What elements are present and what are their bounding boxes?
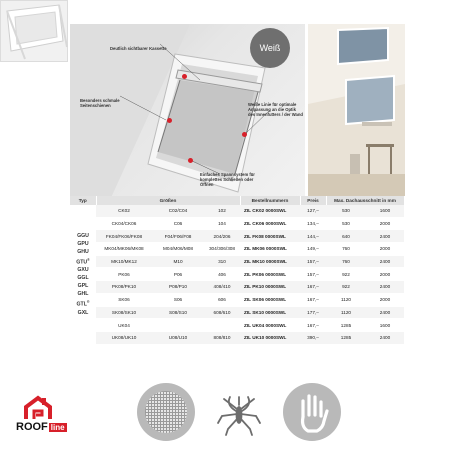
cell-price: 144,– [300, 230, 326, 243]
cell-max-height: 2400 [366, 306, 404, 319]
cell-max-width: 922 [326, 281, 366, 294]
product-thumbnail[interactable] [0, 0, 68, 62]
table-row [70, 217, 404, 230]
cell-order-number: ZIL SK06 0000SWL [240, 293, 300, 306]
cell-size-vk: CK04/CK06 [96, 217, 152, 230]
header-groessen: Größen [96, 196, 240, 205]
cell-max-width: 1285 [326, 319, 366, 332]
header-dachausschnitt: Max. Dachausschnitt in mm [326, 196, 404, 205]
table-row [70, 306, 404, 319]
cell-max-height: 2400 [366, 230, 404, 243]
cell-size-old [152, 319, 204, 332]
cell-max-height: 2000 [366, 243, 404, 256]
cell-size-nr: 310 [204, 255, 240, 268]
cell-size-nr [204, 319, 240, 332]
mosquito-icon [210, 383, 268, 441]
cell-size-nr: 606 [204, 293, 240, 306]
interior-illustration [308, 24, 405, 200]
cell-size-nr: 406 [204, 268, 240, 281]
cell-max-height: 1600 [366, 205, 404, 217]
cell-size-old: P08/P10 [152, 281, 204, 294]
callout-marker [167, 118, 172, 123]
callout-marker [182, 74, 187, 79]
cell-price: 177,– [300, 306, 326, 319]
table-row [70, 319, 404, 332]
table-row [70, 331, 404, 344]
registered-mark: ® [86, 300, 90, 305]
table-row [70, 243, 404, 256]
product-photo [70, 24, 305, 200]
callout-tension-system: Einfaches Spannsystem für komplettes Schließen oder Öffnen [200, 172, 255, 187]
cell-size-old: F04/F06/F08 [152, 230, 204, 243]
cell-order-number: ZIL CK02 0000SWL [240, 205, 300, 217]
callout-marker [188, 158, 193, 163]
cell-max-height: 2400 [366, 255, 404, 268]
cell-max-width: 760 [326, 243, 366, 256]
cell-size-vk: SK06 [96, 293, 152, 306]
cell-order-number: ZIL PK10 0000SWL [240, 281, 300, 294]
cell-size-old: S06 [152, 293, 204, 306]
logo-text-line: line [50, 423, 65, 432]
interior-photo [308, 24, 405, 200]
cell-price: 157,– [300, 268, 326, 281]
cell-max-width: 1120 [326, 293, 366, 306]
cell-max-height: 2000 [366, 293, 404, 306]
cell-max-width: 760 [326, 255, 366, 268]
cell-max-width: 640 [326, 230, 366, 243]
cell-price: 167,– [300, 281, 326, 294]
cell-size-old: M04/M06/M08 [152, 243, 204, 256]
cell-size-old: P06 [152, 268, 204, 281]
table-row [70, 255, 404, 268]
cell-order-number: ZIL MK10 0000SWL [240, 255, 300, 268]
cell-order-number: ZIL FK08 0000SWL [240, 230, 300, 243]
cell-size-nr: 204/206 [204, 230, 240, 243]
callout-white-line: Weiße Linie für optimale Anpassung an die Optik des Innenfutters / der Wand [248, 102, 303, 117]
cell-order-number: ZIL MK06 0000SWL [240, 243, 300, 256]
cell-max-width: 1120 [326, 306, 366, 319]
cell-max-width: 922 [326, 268, 366, 281]
type-label: GHU [77, 248, 89, 255]
cell-max-height: 1600 [366, 319, 404, 332]
cell-size-nr: 408/410 [204, 281, 240, 294]
hand-icon [283, 383, 341, 441]
cell-price: 167,– [300, 293, 326, 306]
cell-price: 167,– [300, 319, 326, 332]
cell-order-number: ZIL UK10 0000SWL [240, 331, 300, 344]
cell-max-height: 2400 [366, 281, 404, 294]
cell-size-vk: MK10/MK12 [96, 255, 152, 268]
cell-size-old: C06 [152, 217, 204, 230]
cell-order-number: ZIL UK04 0000SWL [240, 319, 300, 332]
table-row [70, 281, 404, 294]
type-label: GTL® [76, 300, 90, 309]
cell-price: 149,– [300, 243, 326, 256]
cell-price: 157,– [300, 255, 326, 268]
cell-size-old: M10 [152, 255, 204, 268]
color-badge: Weiß [250, 28, 290, 68]
cell-size-vk: UK04 [96, 319, 152, 332]
cell-size-vk: UK08/UK10 [96, 331, 152, 344]
callout-side-rails: Besonders schmale Seitenschienen [80, 98, 120, 108]
cell-size-old: C02/C04 [152, 205, 204, 217]
cell-size-old: S08/S10 [152, 306, 204, 319]
type-label: GHL [77, 291, 89, 298]
cell-size-old: U08/U10 [152, 331, 204, 344]
cell-max-width: 1285 [326, 331, 366, 344]
table-row [70, 230, 404, 243]
cell-price: 390,– [300, 331, 326, 344]
table-row [70, 293, 404, 306]
table-row [70, 268, 404, 281]
product-table [70, 196, 404, 345]
cell-price: 134,– [300, 217, 326, 230]
cell-order-number: ZIL PK06 0000SWL [240, 268, 300, 281]
roofline-logo [16, 395, 66, 441]
cell-size-nr: 808/810 [204, 331, 240, 344]
callout-cassette: Deutlich sichtbarer Kassette [110, 46, 167, 51]
cell-max-height: 2000 [366, 217, 404, 230]
cell-price: 127,– [300, 205, 326, 217]
cell-order-number: ZIL CK06 0000SWL [240, 217, 300, 230]
header-preis: Preis [300, 196, 326, 205]
cell-size-vk: SK08/SK10 [96, 306, 152, 319]
size-price-table [70, 196, 405, 345]
callout-marker [242, 132, 247, 137]
cell-max-height: 2400 [366, 331, 404, 344]
header-bestellnummern: Bestellnummern [240, 196, 300, 205]
cell-max-width: 530 [326, 217, 366, 230]
cell-size-vk: MK04/MK06/MK08 [96, 243, 152, 256]
cell-max-width: 530 [326, 205, 366, 217]
cell-order-number: ZIL SK10 0000SWL [240, 306, 300, 319]
type-label: GGL [77, 275, 89, 282]
type-label: GPL [77, 283, 89, 290]
mesh-icon [137, 383, 195, 441]
cell-size-vk: CK02 [96, 205, 152, 217]
type-list [70, 205, 96, 344]
cell-size-vk: PK06 [96, 268, 152, 281]
header-typ: Typ [70, 196, 96, 205]
cell-max-height: 2000 [366, 268, 404, 281]
cell-size-vk: PK08/PK10 [96, 281, 152, 294]
cell-size-nr: 608/610 [204, 306, 240, 319]
cell-size-nr: 102 [204, 205, 240, 217]
thumbnail-window-icon [1, 1, 69, 63]
table-row [70, 205, 404, 217]
type-label: GXL [77, 310, 89, 317]
cell-size-nr: 304/306/308 [204, 243, 240, 256]
type-label: GXU [77, 267, 89, 274]
registered-mark: ® [87, 257, 90, 262]
type-label: GPU [77, 240, 89, 247]
house-logo-icon [16, 395, 66, 421]
cell-size-vk: FK04/FK06/FK08 [96, 230, 152, 243]
logo-text-roof: ROOF [16, 421, 48, 433]
cell-size-nr: 104 [204, 217, 240, 230]
type-label: GGU [77, 232, 89, 239]
type-label: GTU® [76, 257, 90, 266]
